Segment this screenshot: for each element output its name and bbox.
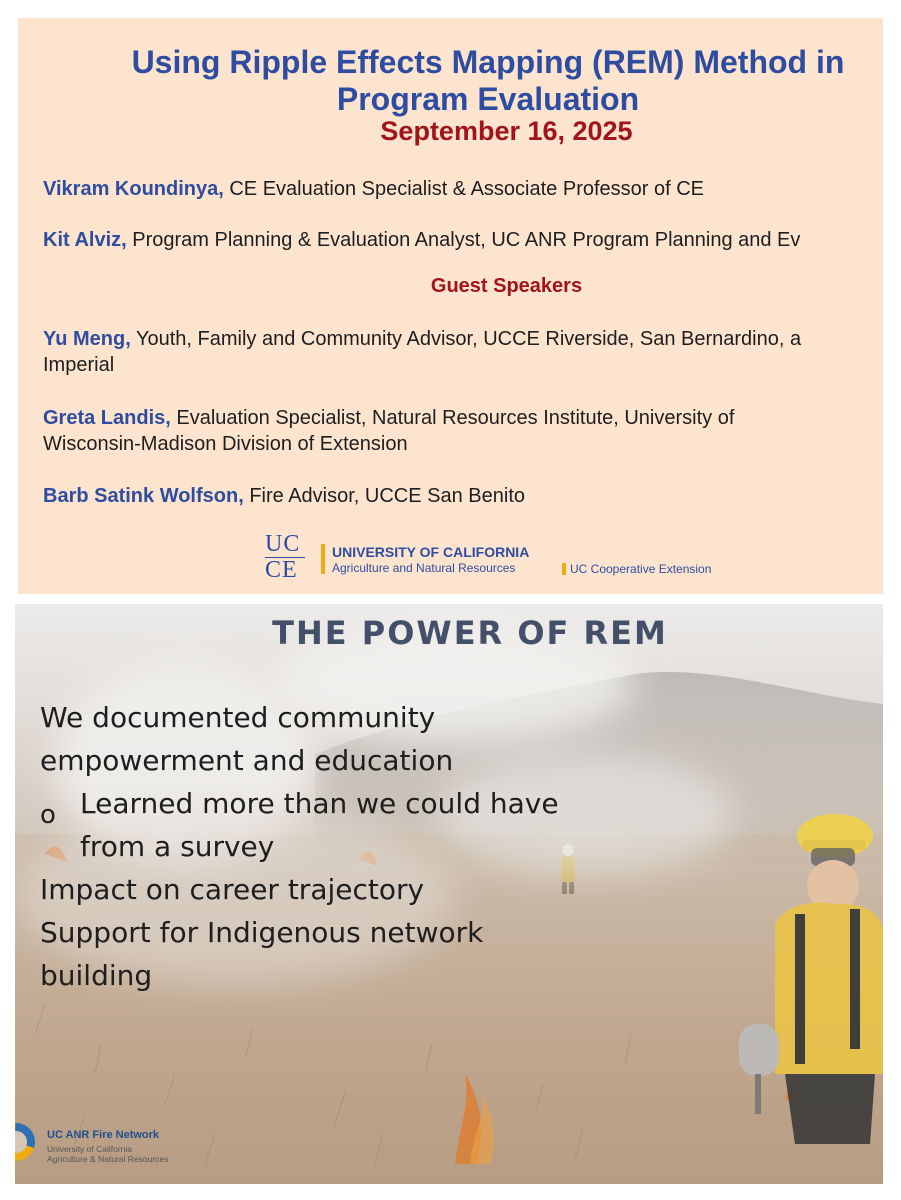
guest-role: Fire Advisor, UCCE San Benito [243,485,525,507]
guest-speaker-entry [43,483,883,509]
guest-speaker-entry [43,326,883,378]
guest-name: Barb Satink Wolfson, [43,485,244,507]
guest-role-continued: Wisconsin-Madison Division of Extension [43,433,408,455]
guest-role: Youth, Family and Community Advisor, UCCE Riverside, San Bernardino, a [130,328,802,350]
slide-title-line: Program Evaluation [336,81,640,117]
power-of-rem-slide [15,604,883,1184]
logo-extension: UC Cooperative Extension [570,562,712,576]
point-line: Support for Indigenous network [40,916,484,949]
presenter-name: Vikram Koundinya, [43,178,224,200]
logo-divider [321,544,325,574]
presenter-entry [43,227,883,253]
guest-name: Greta Landis, [43,407,171,429]
presenter-name: Kit Alviz, [43,229,127,251]
presenter-entry [43,176,883,202]
guest-speaker-entry [43,405,883,457]
guest-name: Yu Meng, [43,328,131,350]
slide-title [18,44,883,118]
sub-point-line: from a survey [80,830,275,863]
point-line: empowerment and education [40,744,454,777]
slide-title-line: Using Ripple Effects Mapping (REM) Method in [131,44,845,80]
logo-division: Agriculture and Natural Resources [332,561,516,575]
ucce-mark-top: UC [265,532,305,558]
webinar-title-slide [18,18,883,594]
guest-role: Evaluation Specialist, Natural Resources Institute, University of [170,407,735,429]
presenter-role: CE Evaluation Specialist & Associate Professor of CE [223,178,705,200]
ucce-mark-bottom: CE [265,557,298,583]
point-line: building [40,959,153,992]
sub-point-line: Learned more than we could have [80,787,559,820]
fire-network-subtitle: Agriculture & Natural Resources [47,1154,169,1164]
point-line: We documented community [40,701,436,734]
ucce-mark [265,532,309,582]
logo-university: UNIVERSITY OF CALIFORNIA [332,544,530,560]
presenter-role: Program Planning & Evaluation Analyst, UC ANR Program Planning and Ev [126,229,801,251]
guest-speakers-heading: Guest Speakers [430,275,583,297]
fire-network-subtitle: University of California [47,1144,133,1154]
slide-heading: THE POWER OF REM [272,614,668,652]
sub-bullet-marker: o [40,800,56,830]
guest-role-continued: Imperial [43,354,115,376]
fire-network-title: UC ANR Fire Network [47,1129,160,1141]
point-line: Impact on career trajectory [40,873,425,906]
logo-divider [562,563,566,575]
webinar-date: September 16, 2025 [380,116,633,146]
